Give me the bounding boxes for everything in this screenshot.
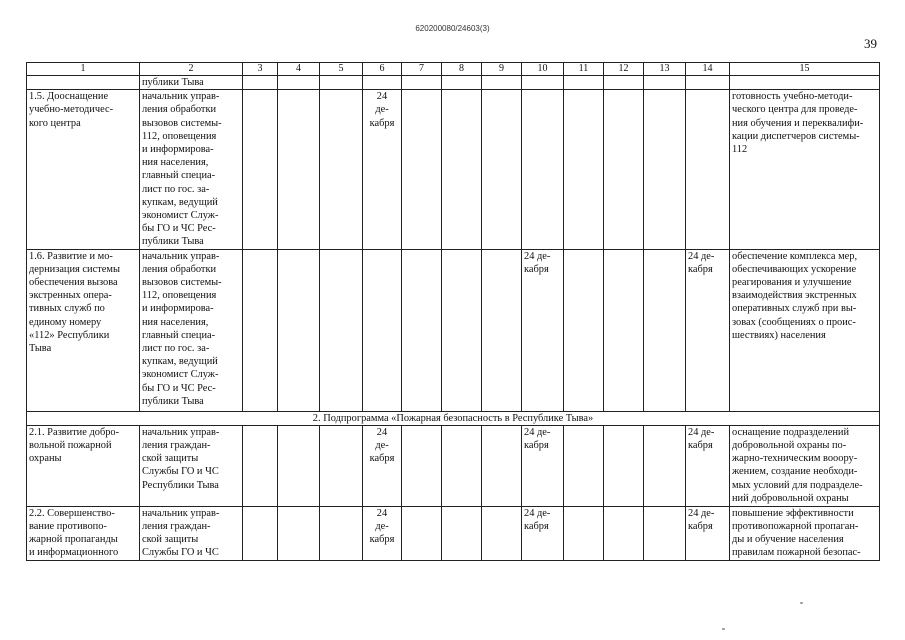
column-number: 11 [564, 63, 604, 76]
column-number: 10 [522, 63, 564, 76]
cell-result: обеспечение комплекса мер, обеспечивающих ускорение реагирования и улучшение взаимодействия экстренных оперативных служб при вы- зовах (сообщениях о проис- шествиях) населения [730, 249, 880, 411]
cell-deadline-col6 [363, 249, 402, 411]
column-number: 12 [604, 63, 644, 76]
cell-result: повышение эффективности противопожарной пропаган- ды и обучение населения правилам пожарной безопас- [730, 506, 880, 560]
cell-result: оснащение подразделений добровольной охраны по- жарно-техническим вооору- жением, создание необходи- мых условий для подразделе- ний добровольной охраны [730, 425, 880, 506]
cell-deadline-col10 [522, 90, 564, 249]
column-number: 8 [442, 63, 482, 76]
table-row [27, 249, 880, 411]
scan-speck [722, 628, 725, 630]
cell-activity: 2.1. Развитие добро- вольной пожарной охраны [27, 425, 140, 506]
table-row [27, 90, 880, 249]
cell-result [730, 76, 880, 90]
cell-responsible: начальник управ- ления обработки вызовов системы- 112, оповещения и информирова- ния населения, главный специа- лист по гос. за- купкам, ведущий экономист Служ- бы ГО и ЧС Рес- публики Тыва [140, 90, 243, 249]
cell-deadline-col10: 24 де- кабря [522, 425, 564, 506]
section-row [27, 411, 880, 425]
column-number: 2 [140, 63, 243, 76]
cell-responsible: публики Тыва [140, 76, 243, 90]
page-number: 39 [864, 36, 877, 51]
column-number: 13 [644, 63, 686, 76]
cell-deadline-col14: 24 де- кабря [686, 425, 730, 506]
column-number: 7 [402, 63, 442, 76]
column-number: 6 [363, 63, 402, 76]
cell-activity: 2.2. Совершенство- вание противопо- жарной пропаганды и информационного [27, 506, 140, 560]
cell-activity: 1.6. Развитие и мо- дернизация системы обеспечения вызова экстренных опера- тивных служб по единому номеру «112» Республики Тыва [27, 249, 140, 411]
scan-speck [800, 602, 803, 604]
column-number: 3 [243, 63, 278, 76]
cell-deadline-col14: 24 де- кабря [686, 249, 730, 411]
continuation-row [27, 76, 880, 90]
cell-deadline-col6: 24 де- кабря [363, 506, 402, 560]
cell-responsible: начальник управ- ления граждан- ской защиты Службы ГО и ЧС Республики Тыва [140, 425, 243, 506]
table-row [27, 425, 880, 506]
cell-deadline-col6: 24 де- кабря [363, 90, 402, 249]
column-number: 15 [730, 63, 880, 76]
column-number-row [27, 63, 880, 76]
cell-responsible: начальник управ- ления граждан- ской защиты Службы ГО и ЧС [140, 506, 243, 560]
column-number: 4 [278, 63, 320, 76]
cell-deadline-col10: 24 де- кабря [522, 249, 564, 411]
cell-deadline-col14 [686, 90, 730, 249]
table-row [27, 506, 880, 560]
cell-deadline-col14: 24 де- кабря [686, 506, 730, 560]
cell-deadline-col6: 24 де- кабря [363, 425, 402, 506]
column-number: 1 [27, 63, 140, 76]
cell-deadline-col10: 24 де- кабря [522, 506, 564, 560]
document-id: 620200080/24603(3) [415, 24, 490, 33]
cell-result: готовность учебно-методи- ческого центра для проведе- ния обучения и переквалифи- кации диспетчеров системы- 112 [730, 90, 880, 249]
cell-activity: 1.5. Дооснащение учебно-методичес- кого центра [27, 90, 140, 249]
column-number: 9 [482, 63, 522, 76]
section-title: 2. Подпрограмма «Пожарная безопасность в Республике Тыва» [27, 411, 880, 425]
column-number: 5 [320, 63, 363, 76]
cell-activity [27, 76, 140, 90]
schedule-table [26, 62, 880, 561]
column-number: 14 [686, 63, 730, 76]
cell-responsible: начальник управ- ления обработки вызовов системы- 112, оповещения и информирова- ния населения, главный специа- лист по гос. за- купкам, ведущий экономист Служ- бы ГО и ЧС Рес- публики Тыва [140, 249, 243, 411]
